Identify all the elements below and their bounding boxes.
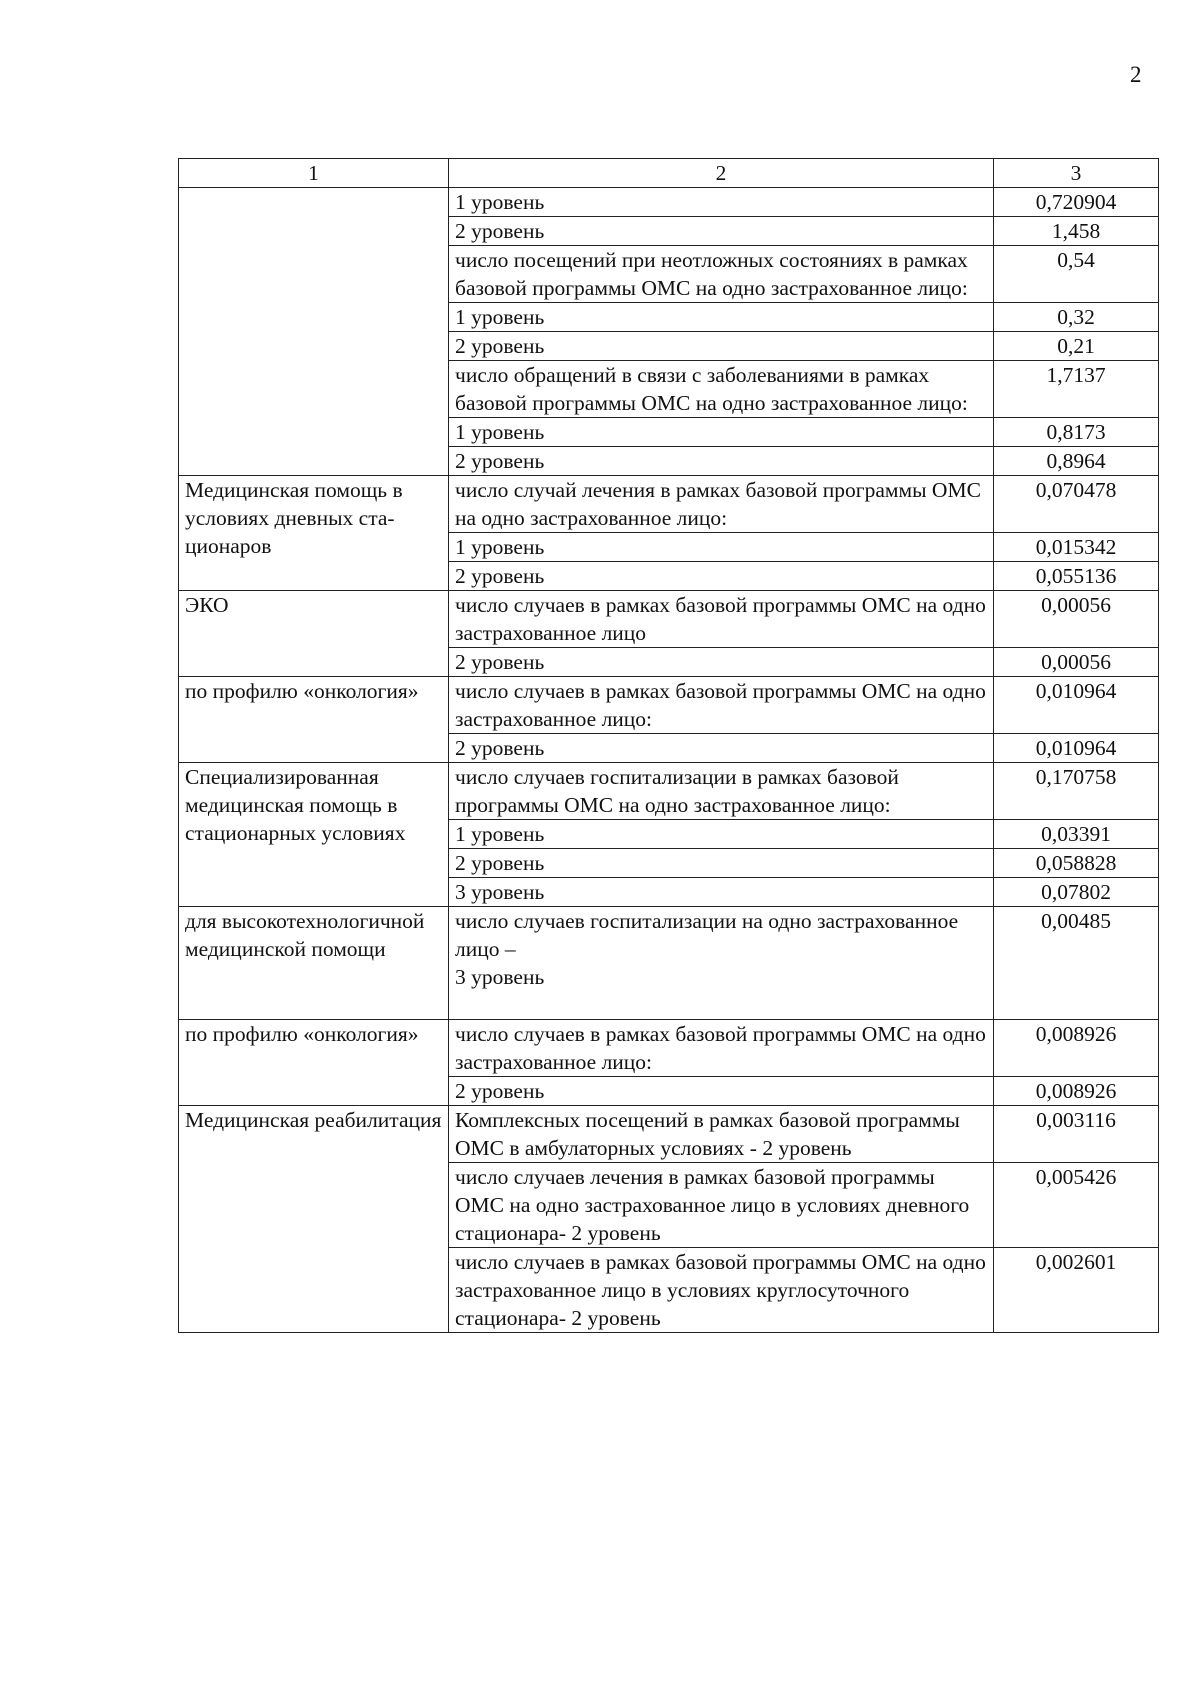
indicator-cell: 1 уровень: [449, 820, 994, 849]
value-cell: 0,170758: [994, 763, 1159, 820]
value-cell: 1,458: [994, 217, 1159, 246]
indicator-cell: 1 уровень: [449, 418, 994, 447]
indicator-cell: число случаев лечения в рамках базовой программы ОМС на одно застрахованное лицо в условиях дневного стационара- 2 уровень: [449, 1163, 994, 1248]
indicator-cell: 2 уровень: [449, 849, 994, 878]
category-cell: ЭКО: [179, 591, 449, 677]
blank-line: [455, 991, 987, 1019]
indicator-cell: число случаев госпитализации в рамках базовой программы ОМС на одно застрахованное лицо:: [449, 763, 994, 820]
indicator-cell: 2 уровень: [449, 734, 994, 763]
value-cell: 0,54: [994, 246, 1159, 303]
value-cell: 0,008926: [994, 1020, 1159, 1077]
value-cell: 0,00056: [994, 591, 1159, 648]
category-cell: Медицинская реабилитация: [179, 1106, 449, 1333]
indicator-cell: 1 уровень: [449, 188, 994, 217]
table-row: [179, 591, 1159, 648]
value-cell: 0,00056: [994, 648, 1159, 677]
indicator-level-text: 3 уровень: [455, 965, 545, 989]
value-cell: 0,002601: [994, 1248, 1159, 1333]
indicator-cell: число случаев в рамках базовой программы ОМС на одно застрахованное лицо:: [449, 677, 994, 734]
value-cell: 0,005426: [994, 1163, 1159, 1248]
table-row: [179, 476, 1159, 533]
indicator-cell: 2 уровень: [449, 562, 994, 591]
value-cell: 0,8173: [994, 418, 1159, 447]
value-cell: 0,32: [994, 303, 1159, 332]
category-cell-empty: [179, 188, 449, 476]
indicator-cell: 2 уровень: [449, 332, 994, 361]
value-cell: 0,010964: [994, 677, 1159, 734]
value-cell: 0,07802: [994, 878, 1159, 907]
indicator-cell: 2 уровень: [449, 447, 994, 476]
category-cell: Медицинская помощь в условиях дневных стационаров: [179, 476, 449, 591]
value-cell: 1,7137: [994, 361, 1159, 418]
table-row: [179, 1106, 1159, 1163]
value-cell: 0,015342: [994, 533, 1159, 562]
value-cell: 0,010964: [994, 734, 1159, 763]
indicator-cell: 2 уровень: [449, 1077, 994, 1106]
indicator-cell: 3 уровень: [449, 878, 994, 907]
category-cell: по профилю «онкология»: [179, 1020, 449, 1106]
table-row: [179, 763, 1159, 820]
value-cell: 0,21: [994, 332, 1159, 361]
column-header-1: 1: [179, 159, 449, 188]
value-cell: 0,03391: [994, 820, 1159, 849]
indicator-cell: число случай лечения в рамках базовой программы ОМС на одно застрахованное лицо:: [449, 476, 994, 533]
indicator-cell: 2 уровень: [449, 648, 994, 677]
indicator-cell: 1 уровень: [449, 533, 994, 562]
table-row: [179, 907, 1159, 1020]
indicator-text: число случаев госпитализации на одно застрахованное лицо –: [455, 909, 959, 961]
page-number: 2: [1130, 62, 1142, 87]
column-header-2: 2: [449, 159, 994, 188]
category-cell: по профилю «онкология»: [179, 677, 449, 763]
indicator-cell: 2 уровень: [449, 217, 994, 246]
value-cell: 0,00485: [994, 907, 1159, 1020]
value-cell: 0,055136: [994, 562, 1159, 591]
indicator-cell: число случаев в рамках базовой программы ОМС на одно застрахованное лицо: [449, 591, 994, 648]
value-cell: 0,008926: [994, 1077, 1159, 1106]
table-row: [179, 1020, 1159, 1077]
indicator-cell: число случаев в рамках базовой программы ОМС на одно застрахованное лицо в условиях круглосуточного стационара- 2 уровень: [449, 1248, 994, 1333]
indicator-cell: число случаев в рамках базовой программы ОМС на одно застрахованное лицо:: [449, 1020, 994, 1077]
value-cell: 0,058828: [994, 849, 1159, 878]
value-cell: 0,720904: [994, 188, 1159, 217]
indicator-cell: 1 уровень: [449, 303, 994, 332]
indicator-cell: [449, 907, 994, 1020]
table-row: [179, 188, 1159, 217]
value-cell: 0,8964: [994, 447, 1159, 476]
indicator-cell: Комплексных посещений в рамках базовой программы ОМС в амбулаторных условиях - 2 уровень: [449, 1106, 994, 1163]
column-header-3: 3: [994, 159, 1159, 188]
category-cell: Специализированная медицинская помощь в стационарных условиях: [179, 763, 449, 907]
indicator-cell: число посещений при неотложных состояниях в рамках базовой программы ОМС на одно застрахованное лицо:: [449, 246, 994, 303]
norms-table: [178, 158, 1159, 1333]
table-header-row: [179, 159, 1159, 188]
indicator-cell: число обращений в связи с заболеваниями в рамках базовой программы ОМС на одно застрахованное лицо:: [449, 361, 994, 418]
value-cell: 0,070478: [994, 476, 1159, 533]
table-row: [179, 677, 1159, 734]
value-cell: 0,003116: [994, 1106, 1159, 1163]
category-cell: для высокотехнологичной медицинской помощи: [179, 907, 449, 1020]
